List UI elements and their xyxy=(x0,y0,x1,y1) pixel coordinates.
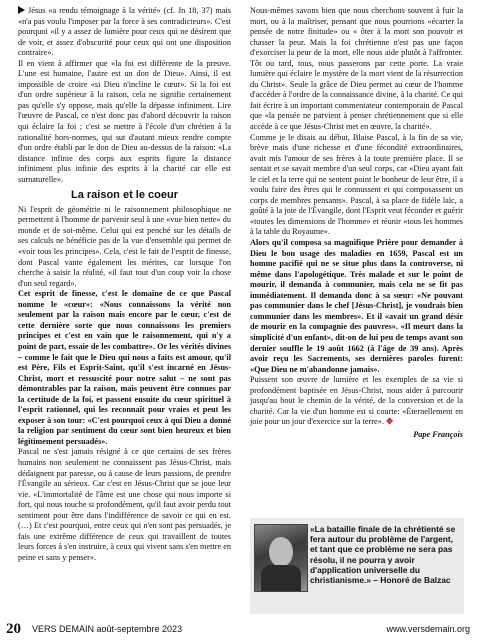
triangle-marker-icon xyxy=(18,6,25,14)
bold-paragraph: Cet esprit de finesse, c'est le domaine de ce que Pascal nomme le «cœur»: «Nous connaissons la vérité non seulement par la raison mais encore par le cœur, c'est de cette dernière sorte que nous connaissons les premiers principes et c'est en vain que le raisonnement, qui n'y a point de part, essaie de les combattre». Or les vérités divines – comme le fait que le Dieu qui nous a faits est amour, qu'il est Père, Fils et Esprit-Saint, qu'il s'est incarné en Jésus-Christ, mort et ressuscité pour notre salut – ne sont pas démontrables par la raison, mais peuvent être connues par la certitude de la foi, et passent ensuite du cœur spirituel à l'esprit rationnel, qui les reconnaît pour vraies et peut les exposer à son tour: «C'est pourquoi ceux à qui Dieu a donné la religion par sentiment du cœur sont bien heureux et bien légitimement persuadés». xyxy=(18,289,231,446)
right-column xyxy=(250,6,463,440)
section-heading: La raison et le coeur xyxy=(71,189,178,202)
quote-box xyxy=(250,518,464,614)
paragraph-text: Puissent son œuvre de lumière et les exemples de sa vie si profondément baptisée en Jésus-Christ, nous aider à parcourir jusqu'au bout le chemin de la vérité, de la conversion et de la charité. Car la vie d'un homme est si courte: «Éternellement en joie pour un jour d'exercice sur la terre». xyxy=(250,375,463,427)
website-link[interactable]: www.versdemain.org xyxy=(386,624,470,634)
paragraph: Nous-mêmes savons bien que nous cherchons souvent à fuir la mort, ou à la maîtriser, pensant que nous pourrions «écarter la pensée de notre finitude» ou « ôter à la mort son pouvoir et chasser la peur. Mais la foi chrétienne n'est pas une façon d'exorciser la peur de la mort, elle nous aide plutôt à l'affronter. Tôt ou tard, tous, nous passerons par cette porte. La vraie lumière qui éclaire le mystère de la mort vient de la résurrection du Christ». Seule la grâce de Dieu permet au cœur de l'homme d'accéder à l'ordre de la connaissance divine, à la charité. Ce qui fait écrire à un important commentateur contemporain de Pascal que «la pensée ne parvient à penser chrétiennement que si elle accède à ce que Jésus-Christ met en œuvre, la charité». xyxy=(250,6,463,132)
portrait-body xyxy=(261,565,301,591)
paragraph xyxy=(18,6,231,59)
bold-paragraph: Alors qu'il composa sa magnifique Prière pour demander à Dieu le bon usage des maladies en 1659, Pascal est un homme pacifié qui ne se situe plus dans la controverse, ni même dans l'apologétique. Très malade et sur le point de mourir, il demanda à communier, mais cela ne se fit pas immédiatement. Il demanda donc à sa sœur: «Ne pouvant pas communier dans le chef [Jésus-Christ], je voudrais bien communier dans les membres». Et il «avait un grand désir de mourir en la compagnie des pauvres». «Il meurt dans la simplicité d'un enfant», dit-on de lui peu de temps avant son dernier souffle le 19 août 1662 (à l'âge de 39 ans). Après avoir reçu les Sacrements, ses dernières paroles furent: «Que Dieu ne m'abandonne jamais». xyxy=(250,238,463,374)
paragraph: Il en vient à affirmer que «la foi est différente de la preuve. L'une est humaine, l'autre est un don de Dieu». Ainsi, il est impossible de croire «si Dieu n'incline le cœur». Si la foi est d'un ordre supérieur à la raison, cela ne signifie certainement pas qu'elle s'y oppose, mais qu'elle la dépasse infiniment. Lire l'œuvre de Pascal, ce n'est donc pas d'abord découvrir la raison qui éclaire la foi ; c'est se mettre à l'école d'un chrétien à la rationalité hors-normes, qui sut d'autant mieux rendre compte d'un ordre établi par le don de Dieu au-dessus de la raison: «La distance infinie des corps aux esprits figure la distance infiniment plus infinie des esprits à la charité car elle est surnaturelle». xyxy=(18,58,231,184)
end-mark-icon: ✥ xyxy=(385,417,393,427)
paragraph-text: Jésus «a rendu témoignage à la vérité» (cf. Jn 18, 37) mais «n'a pas voulu l'imposer par la force à ses contradicteurs». C'est pourquoi «il y a assez de lumière pour ceux qui ne désirent que de voir, et assez d'obscurité pour ceux qui ont une disposition contraire». xyxy=(18,6,231,58)
paragraph: Pascal ne s'est jamais résigné à ce que certains de ses frères humains non seulement ne connaissent pas Jésus-Christ, mais dédaignent par paresse, ou à cause de leurs passions, de prendre l'Évangile au sérieux. Car c'est en Jésus-Christ que se joue leur vie. «L'immortalité de l'âme est une chose qui nous importe si fort, qui nous touche si profondément, qu'il faut avoir perdu tout sentiment pour être dans l'indifférence de savoir ce qui en est. (…) Et c'est pourquoi, entre ceux qui n'en sont pas persuadés, je fais une extrême différence de ceux qui travaillent de toutes leurs forces à s'en instruire, à ceux qui vivent sans s'en mettre en peine et sans y penser». xyxy=(18,447,231,562)
page-footer xyxy=(0,621,480,639)
quote-text: «La bataille finale de la chrétienté se fera autour du problème de l'argent, et tant que ce problème ne sera pas résolu, il ne pourra y avoir d'application universelle du christianisme.» – Honoré de Balzac xyxy=(310,524,456,586)
signature: Pape François xyxy=(413,429,463,439)
paragraph: Comme je le disais au début, Blaise Pascal, à la fin de sa vie, brève mais d'une richesse et d'une fécondité extraordinaires, avait mis l'amour de ses frères à la toute première place. Il se sentait et se savait membre d'un seul corps, car «Dieu ayant fait le ciel et la terre qui ne sentent point le bonheur de leur être, il a voulu faire des êtres qui le connussent et qui composassent un corps de membres pensants». Pascal, à sa place de fidèle laïc, a goûté à la joie de l'Évangile, dont l'Esprit veut féconder et guérir «toutes les dimensions de l'homme» et réunir «tous les hommes à la table du Royaume». xyxy=(250,132,463,237)
balzac-portrait xyxy=(254,524,308,592)
left-column xyxy=(18,6,231,563)
portrait-face xyxy=(269,537,293,567)
magazine-info: VERS DEMAIN août-septembre 2023 xyxy=(32,624,183,634)
page-number: 20 xyxy=(6,621,21,637)
paragraph: Ni l'esprit de géométrie ni le raisonnement philosophique ne permettent à l'homme de parvenir seul à une «vue bien nette» du monde et de soi-même. Celui qui est penché sur les détails de ses calculs ne bénéficie pas de la vue d'ensemble qui permet de «voir tous les principes». Cela, c'est le fait de l'esprit de finesse, dont Pascal vante également les mérites, car lorsque l'on cherche à saisir la réalité, «il faut tout d'un coup voir la chose d'un seul regard». xyxy=(18,204,231,288)
paragraph xyxy=(250,375,463,428)
